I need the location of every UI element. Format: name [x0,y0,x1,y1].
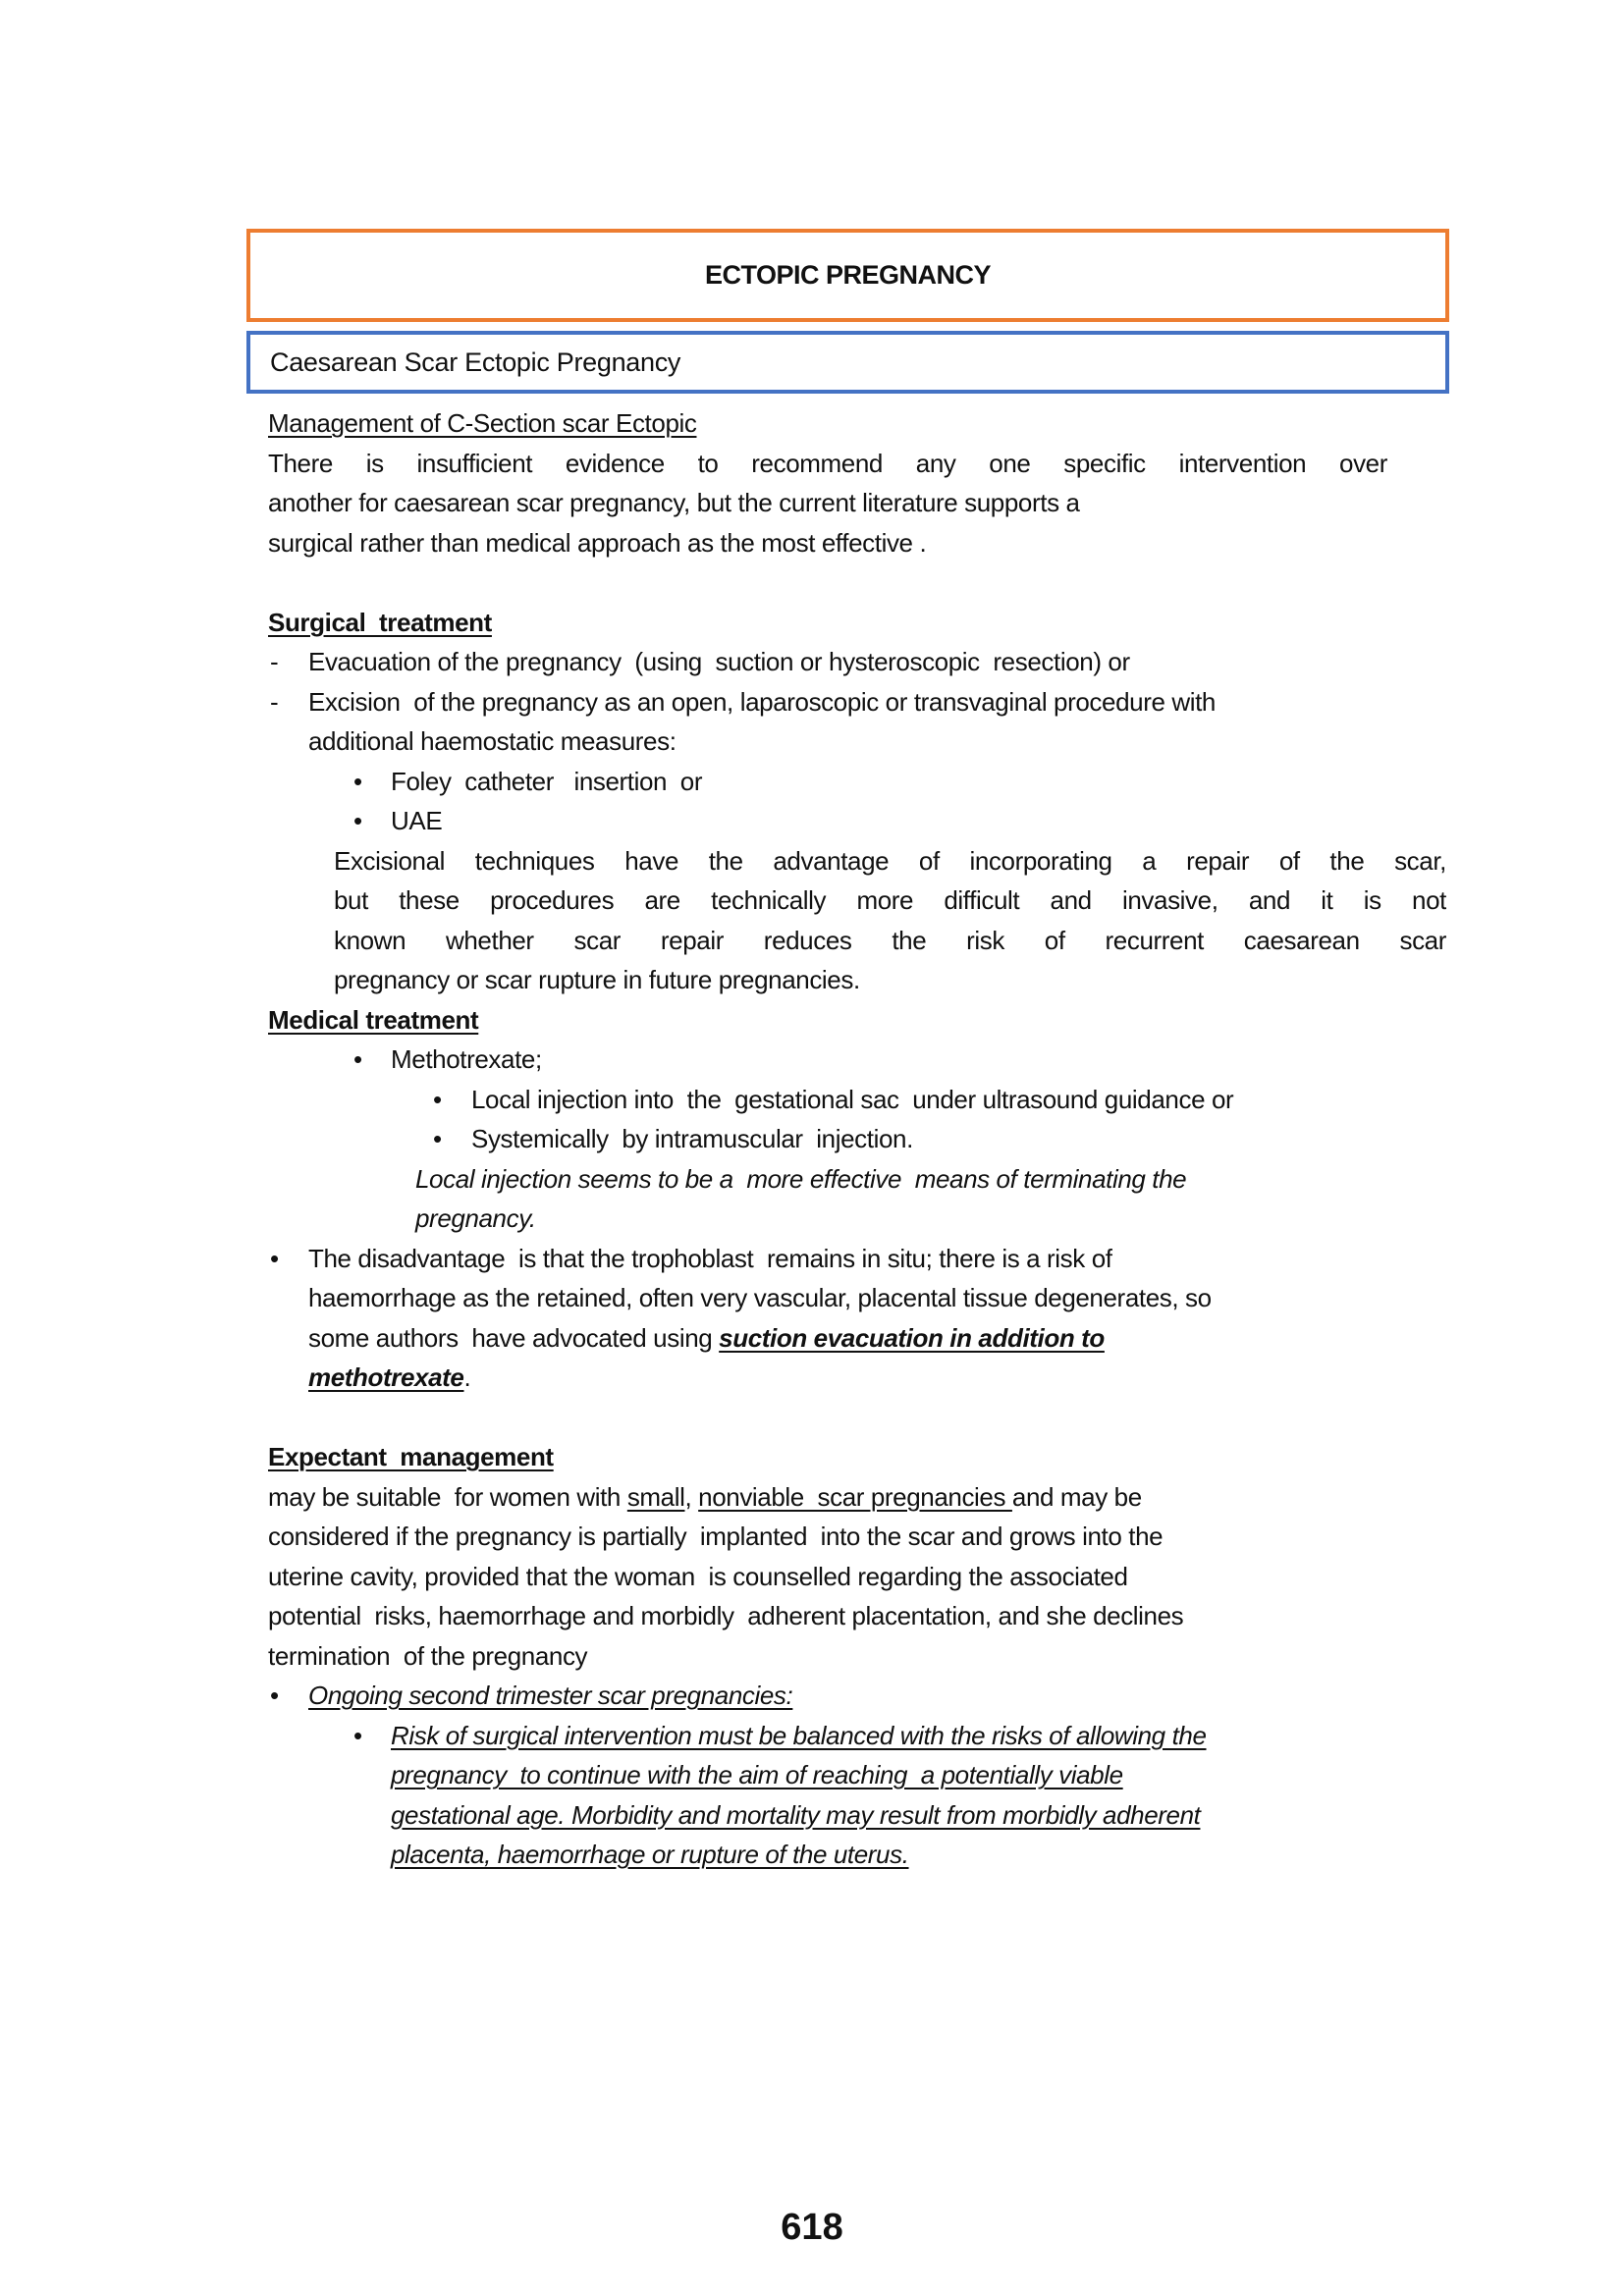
dash-marker: - [270,686,279,717]
list-item-text: Evacuation of the pregnancy (using suction or hysteroscopic resection) or [308,647,1130,676]
section-subtitle: Caesarean Scar Ectopic Pregnancy [270,347,681,377]
underlined-text: small [626,1481,685,1512]
underlined-text: nonviable scar pregnancies [698,1481,1012,1512]
list-item-continuation: additional haemostatic measures: [308,726,677,756]
expectant-heading: Expectant management [268,1442,554,1471]
list-item [268,682,1446,722]
sub-list-item-text: gestational age. Morbidity and mortality may result from morbidly adherent [391,1799,1201,1830]
bullet-icon: • [353,1044,362,1074]
spacer [268,562,1446,603]
bullet-icon: • [433,1084,442,1114]
text: and may be [1011,1481,1142,1512]
bullet-icon: • [270,1681,279,1710]
list-item [268,642,1446,682]
text: . [463,1362,471,1392]
dash-marker: - [270,647,279,676]
list-item-text: Excision of the pregnancy as an open, laparoscopic or transvaginal procedure with [308,686,1216,717]
title-box [246,229,1449,322]
note-line: pregnancy or scar rupture in future pregnancies. [334,965,860,994]
sub-list-item-continuation [268,1835,1446,1875]
bullet-icon: • [353,806,362,835]
bullet-icon: • [353,766,362,796]
sub-list-item-continuation [268,1755,1446,1795]
list-item [268,1676,1446,1716]
note-line: Excisional techniques have the advantage of incorporating a repair of the scar, [334,845,1446,876]
list-item-continuation [268,1318,1446,1359]
text: some authors have advocated using [308,1322,720,1353]
management-heading: Management of C-Section scar Ectopic [268,408,697,438]
italic-note: pregnancy. [415,1203,536,1233]
subtitle-box [246,331,1449,394]
bullet-icon: • [353,1720,362,1750]
page-title: ECTOPIC PREGNANCY [704,260,992,290]
expectant-heading-row [268,1437,1446,1477]
document-body [268,403,1446,1875]
emphasis: suction evacuation in addition to [719,1322,1105,1353]
paragraph-line: another for caesarean scar pregnancy, but the current literature supports a [268,488,1080,517]
text: , [684,1481,699,1512]
list-item-continuation: haemorrhage as the retained, often very vascular, placental tissue degenerates, so [308,1283,1212,1312]
list-item [268,1239,1446,1279]
route-text: Systemically by intramuscular injection. [471,1124,913,1153]
sub-list-item-continuation [268,1795,1446,1836]
sub-list-item-text: pregnancy to continue with the aim of reaching a potentially viable [391,1760,1123,1789]
sub-list-item-text: Risk of surgical intervention must be balanced with the risks of allowing the [391,1720,1207,1750]
sub-list-item [268,801,1446,841]
surgical-heading: Surgical treatment [268,607,492,637]
list-item-text: Ongoing second trimester scar pregnancies: [308,1681,793,1710]
list-item-text: The disadvantage is that the trophoblast remains in situ; there is a risk of [308,1243,1112,1273]
sub-list-item-text: UAE [391,806,443,835]
paragraph-line: considered if the pregnancy is partially implanted into the scar and grows into the [268,1522,1164,1551]
paragraph-line: termination of the pregnancy [268,1640,588,1671]
sub-list-item-text: placenta, haemorrhage or rupture of the uterus. [391,1840,909,1869]
list-item-continuation [268,1358,1446,1398]
paragraph-line: potential risks, haemorrhage and morbidly adherent placentation, and she declines [268,1601,1184,1630]
paragraph-line: There is insufficient evidence to recommend any one specific intervention over [268,448,1387,478]
text: may be suitable for women with [268,1481,627,1512]
spacer [268,1398,1446,1438]
surgical-heading-row [268,603,1446,643]
note-line: but these procedures are technically more difficult and invasive, and it is not [334,885,1446,915]
drug-name: Methotrexate; [391,1044,542,1074]
emphasis: methotrexate [308,1362,464,1392]
medical-heading: Medical treatment [268,1004,479,1035]
medical-heading-row [268,1000,1446,1041]
sub-list-item [268,762,1446,802]
list-item [268,1040,1446,1080]
sub-list-item-text: Foley catheter insertion or [391,766,703,796]
bullet-icon: • [433,1124,442,1153]
paragraph-line: surgical rather than medical approach as the most effective . [268,527,927,558]
paragraph-line [268,1477,1446,1518]
bullet-icon: • [270,1243,279,1273]
route-text: Local injection into the gestational sac under ultrasound guidance or [471,1084,1234,1114]
page-number: 618 [781,2207,843,2248]
sub-list-item [268,1716,1446,1756]
paragraph-line: uterine cavity, provided that the woman is counselled regarding the associated [268,1561,1128,1591]
sub-list-item [268,1080,1446,1120]
italic-note: Local injection seems to be a more effective means of terminating the [415,1163,1187,1194]
sub-list-item [268,1119,1446,1159]
note-line: known whether scar repair reduces the risk of recurrent caesarean scar [334,925,1446,955]
